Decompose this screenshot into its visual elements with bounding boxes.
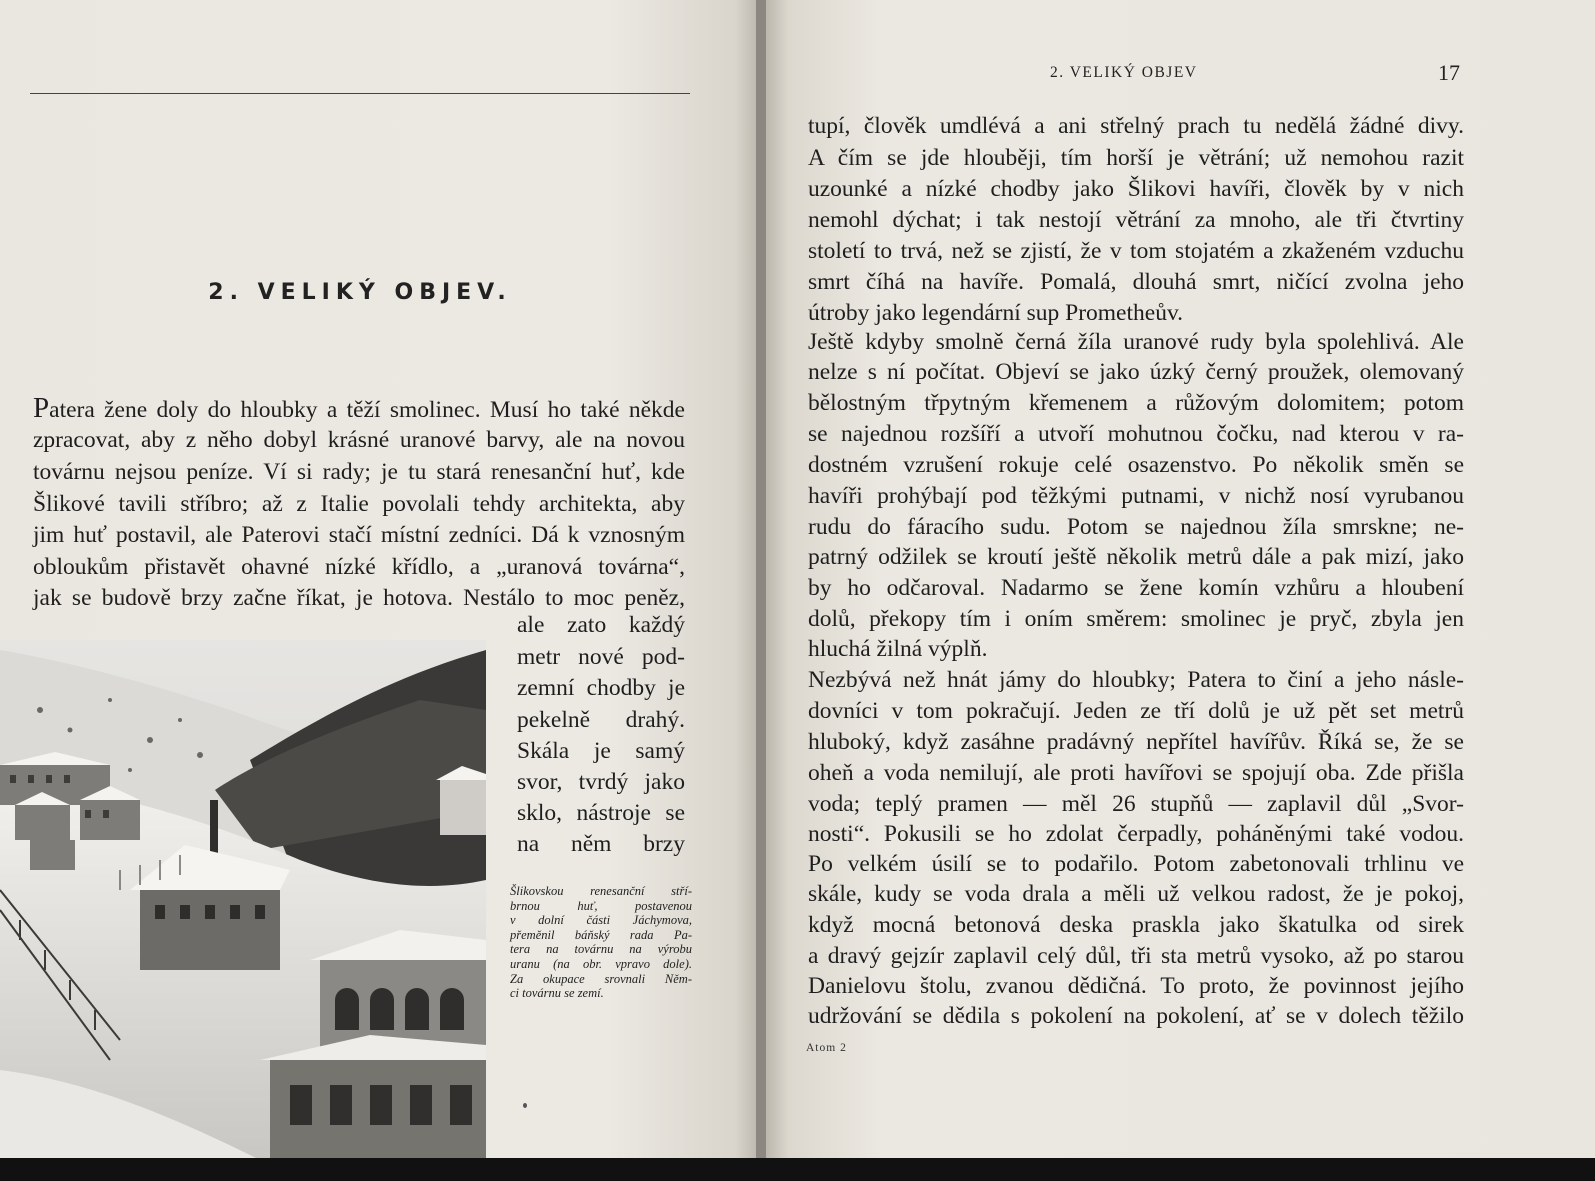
book-gutter: [756, 0, 766, 1160]
right-text-line: oheň a voda nemilují, ale proti havířovi se spojují oba. Zde přišla: [808, 760, 1464, 786]
right-text-line: se najednou rozšíří a utvoří mohutnou čočku, nad kterou v ra-: [808, 421, 1464, 447]
right-text-line: hluchá žilná výplň.: [808, 636, 988, 662]
narrow-text-line: na něm brzy: [517, 831, 685, 857]
left-text-line: jim huť postavil, ale Paterovi stačí místní zedníci. Dá k vznosným: [33, 522, 685, 548]
left-text-line: továrnu nejsou peníze. Ví si rady; je tu stará renesanční huť, kde: [33, 459, 685, 485]
narrow-text-line: zemní chodby je: [517, 675, 685, 701]
top-rule: [30, 93, 690, 94]
left-text-line: obloukům přistavět ohavné nízké křídlo, a „uranová továrna“,: [33, 554, 685, 580]
right-text-line: dostném vzrušení rokuje celé osazenstvo. Po několik směn se: [808, 452, 1464, 478]
chapter-title: 2. VELIKÝ OBJEV.: [208, 280, 512, 305]
right-text-line: Po velkém úsilí se to podařilo. Potom zabetonovali trhlinu ve: [808, 851, 1464, 877]
right-text-line: století to trvá, než se zjistí, že v tom stojatém a zkaženém vzduchu: [808, 238, 1464, 264]
right-text-line: A čím se jde hlouběji, tím horší je větrání; už nemohou razit: [808, 145, 1464, 171]
caption-line: Za okupace srovnali Něm-: [510, 971, 692, 986]
right-text-line: patrný odžilek se kroutí ještě několik metrů dále a pak mizí, jako: [808, 544, 1464, 570]
left-text-line: Patera žene doly do hloubky a těží smolinec. Musí ho také někde: [33, 392, 685, 424]
right-text-line: rudu do fáracího sudu. Potom se najednou žíla smrskne; ne-: [808, 514, 1464, 540]
caption-line: tera na továrnu na výrobu: [510, 942, 692, 957]
narrow-text-line: ale zato každý: [517, 612, 685, 638]
caption-line: Šlikovskou renesanční stří-: [510, 884, 692, 898]
right-text-line: by ho odčaroval. Nadarmo se žene komín vzhůru a hloubení: [808, 575, 1464, 601]
right-text-line: Ještě kdyby smolně černá žíla uranové rudy byla spolehlivá. Ale: [808, 329, 1464, 355]
ink-dot: [523, 1103, 527, 1108]
left-text-line: Šlikové tavili stříbro; až z Italie povolali tehdy architekta, aby: [33, 491, 685, 517]
drop-cap: P: [33, 392, 50, 424]
right-text-line: nosti“. Pokusili se ho zdolat čerpadly, poháněnými také vodou.: [808, 821, 1464, 847]
caption-line: v dolní části Jáchymova,: [510, 913, 692, 928]
printer-signature: Atom 2: [806, 1042, 847, 1054]
right-text-line: a dravý gejzír zaplavil celý důl, tři sta metrů vysoko, až po starou: [808, 943, 1464, 969]
right-text-line: nelze s ní počítat. Objeví se jako úzký černý proužek, olemovaný: [808, 359, 1464, 385]
narrow-text-line: Skála je samý: [517, 738, 685, 764]
running-head: 2. VELIKÝ OBJEV: [1050, 64, 1198, 81]
left-text-line: jak se budově brzy začne říkat, je hotova. Nestálo to moc peněz,: [33, 585, 685, 611]
right-text-line: hluboký, když zasáhne pradávný nepřítel havířův. Říká se, že se: [808, 729, 1464, 755]
right-text-line: dovníci v tom pokračují. Jeden ze tří dolů je už pět set metrů: [808, 698, 1464, 724]
right-text-line: voda; teplý pramen — měl 26 stupňů — zaplavil důl „Svor-: [808, 791, 1464, 817]
caption-line: ci továrnu se zemí.: [510, 986, 604, 1001]
right-text-line: Nezbývá než hnát jámy do hloubky; Patera to činí a jeho násle-: [808, 667, 1464, 693]
right-text-line: uzounké a nízké chodby jako Šlikovi havíři, člověk by v nich: [808, 176, 1464, 202]
photo-caption: [510, 884, 692, 1001]
right-text-line: útroby jako legendární sup Prometheův.: [808, 300, 1184, 326]
right-text-line: skále, kudy se voda drala a měli už velkou radost, že je pokoj,: [808, 881, 1464, 907]
caption-line: přeměnil báňský rada Pa-: [510, 927, 692, 942]
narrow-text-line: pekelně drahý.: [517, 707, 685, 733]
right-text-line: udržování se dědila s pokolení na pokolení, ať se v dolech těžilo: [808, 1003, 1464, 1029]
narrow-text-line: svor, tvrdý jako: [517, 769, 685, 795]
left-text-line: zpracovat, aby z něho dobyl krásné uranové barvy, ale na novou: [33, 427, 685, 453]
winter-town-photo: [0, 640, 486, 1160]
right-text-line: bělostným třpytným křemenem a růžovým dolomitem; potom: [808, 390, 1464, 416]
right-text-line: Danielovu štolu, zvanou dědičná. To proto, že povinnost jejího: [808, 973, 1464, 999]
narrow-text-line: sklo, nástroje se: [517, 800, 685, 826]
caption-line: brnou huť, postavenou: [510, 898, 692, 913]
page-number: 17: [1438, 60, 1460, 85]
scan-bottom-edge: [0, 1158, 1595, 1181]
right-text-line: dolů, překopy tím i oním směrem: smolinec je pryč, zbyla jen: [808, 606, 1464, 632]
right-text-line: když mocná betonová deska praskla jako škatulka od sirek: [808, 912, 1464, 938]
caption-line: uranu (na obr. vpravo dole).: [510, 956, 692, 971]
right-text-line: havíři prohýbají pod těžkými putnami, v nichž nosí vyrubanou: [808, 483, 1464, 509]
narrow-text-line: metr nové pod-: [517, 644, 685, 670]
right-text-line: smrt číhá na havíře. Pomalá, dlouhá smrt, ničící zvolna jeho: [808, 269, 1464, 295]
right-text-line: tupí, člověk umdlévá a ani střelný prach tu nedělá žádné divy.: [808, 113, 1464, 139]
right-text-line: nemohl dýchat; i tak nestojí větrání za mnoho, ale tři čtvrtiny: [808, 207, 1464, 233]
